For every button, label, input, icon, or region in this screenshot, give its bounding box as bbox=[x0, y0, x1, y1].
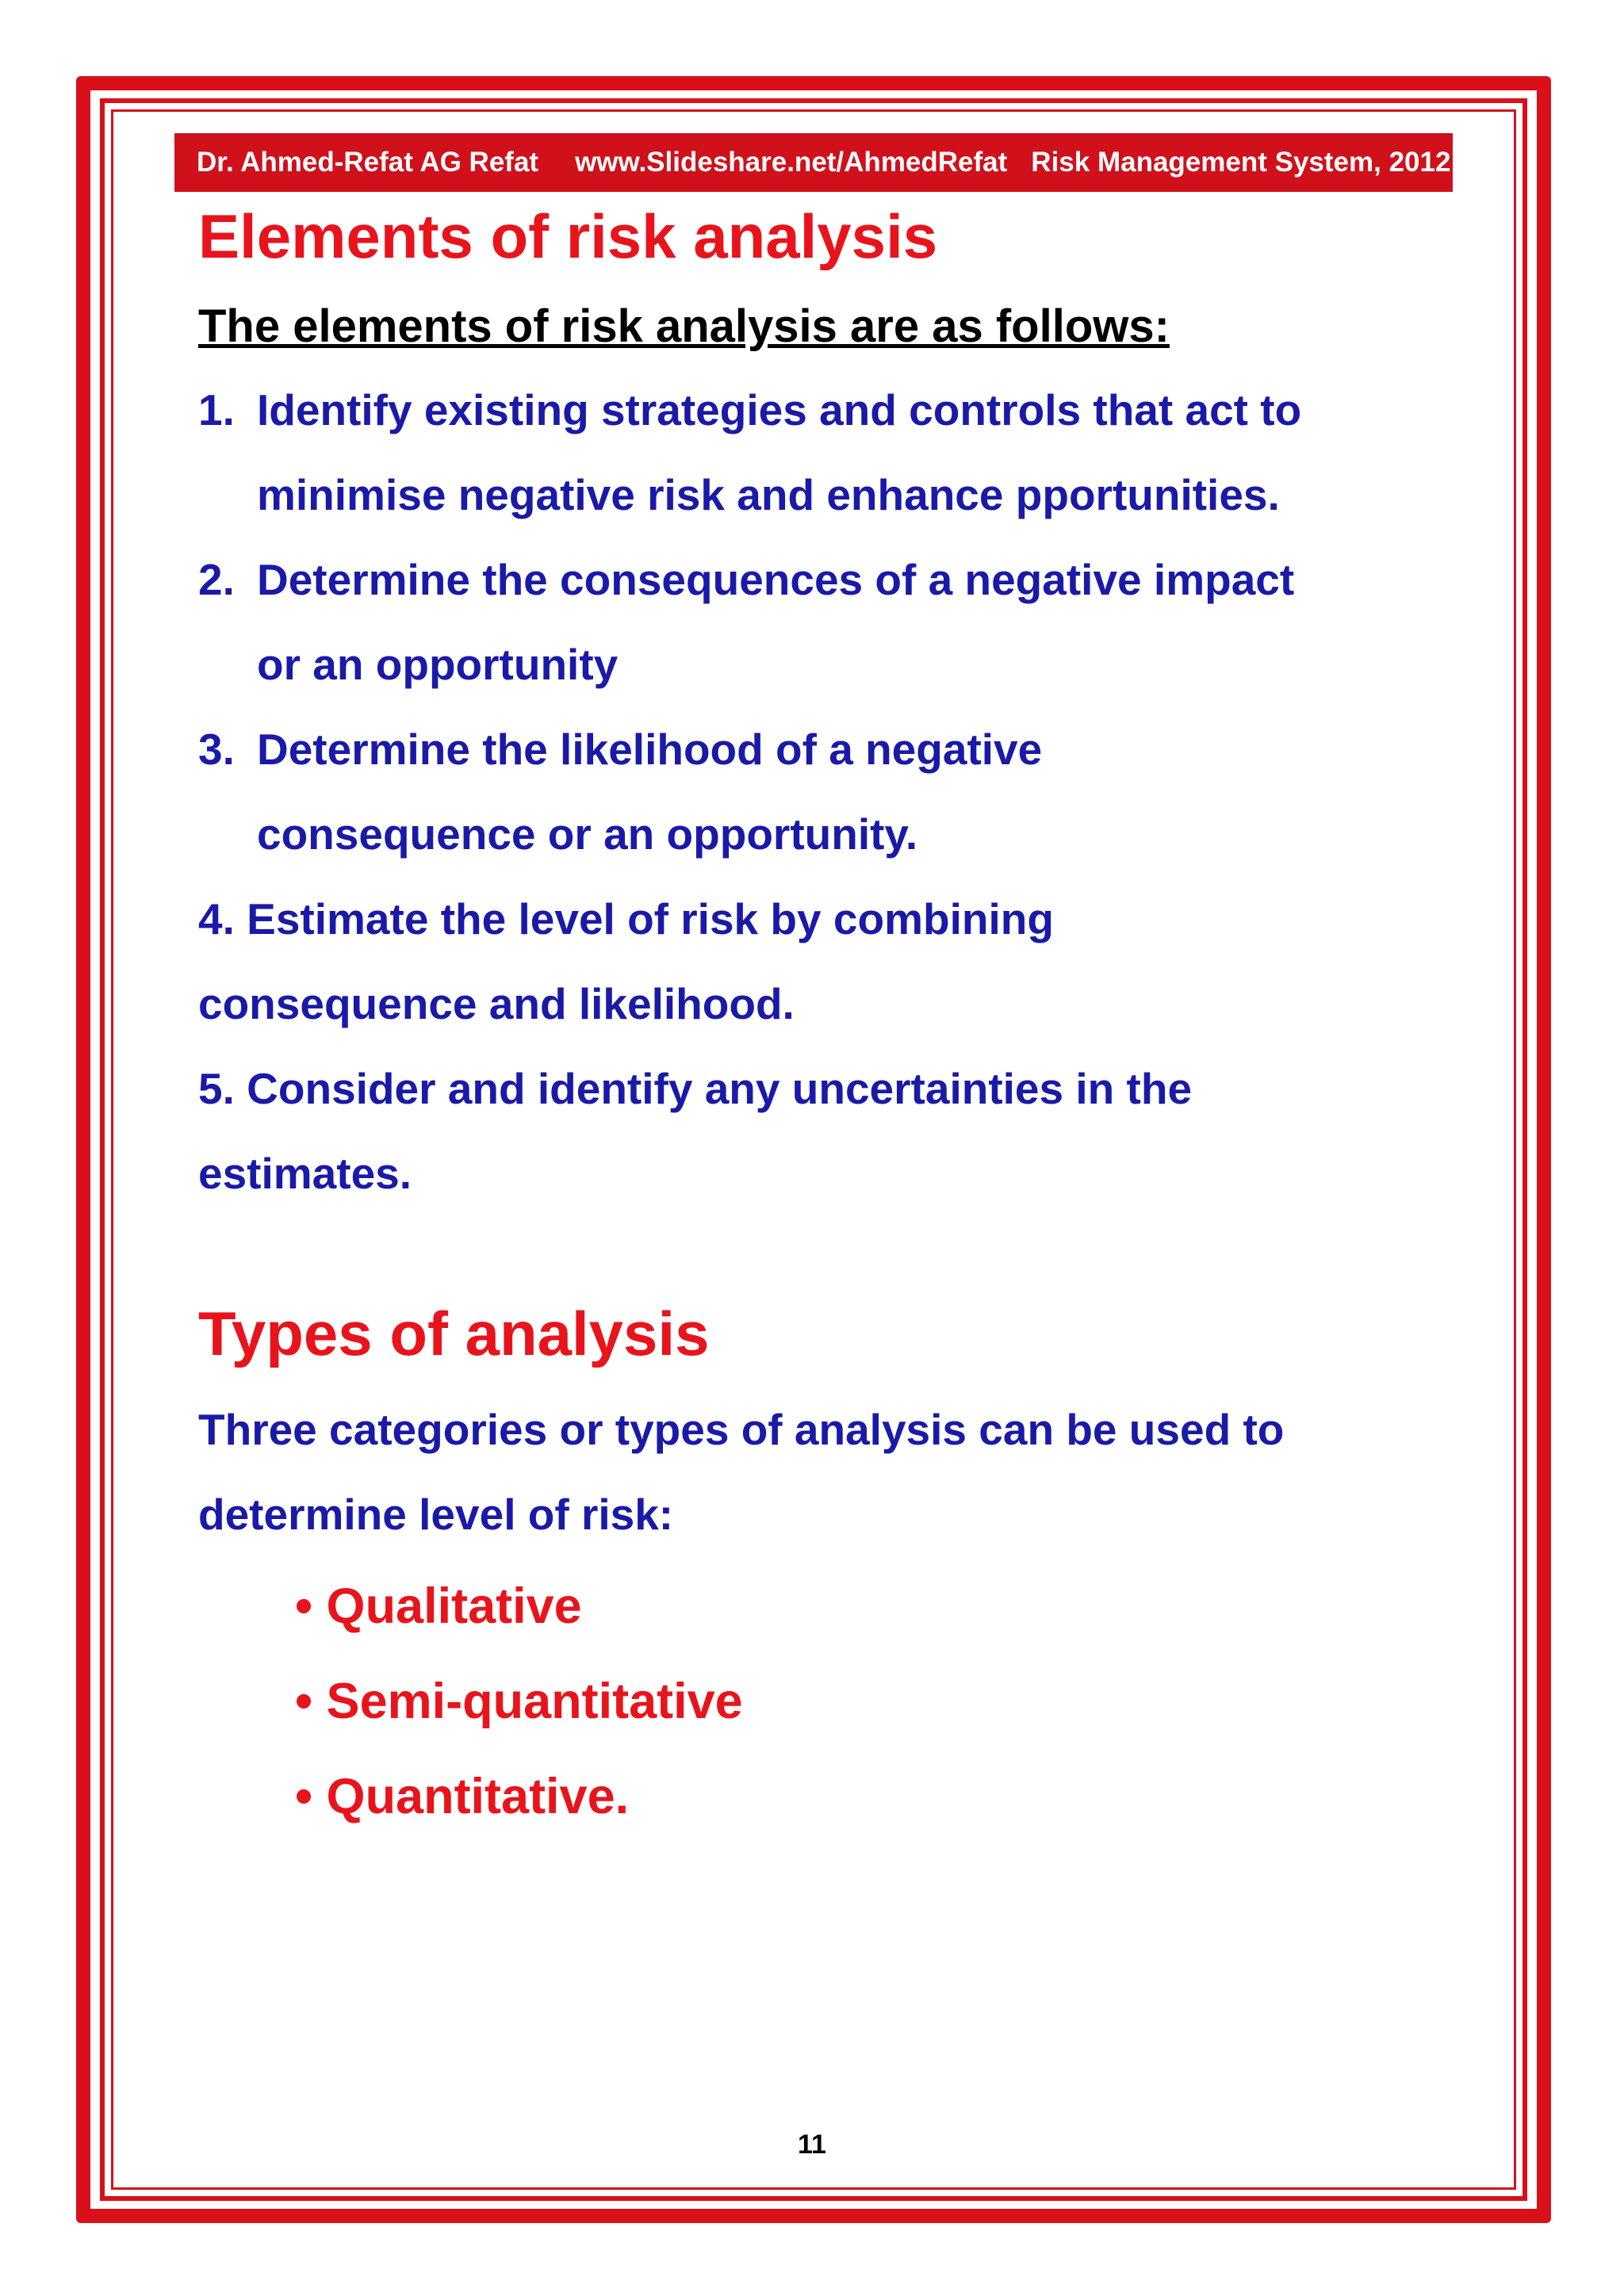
types-bullet-list bbox=[198, 1559, 1451, 1844]
elements-list bbox=[198, 368, 1451, 1216]
bullet-item-semi-quantitative: • Semi-quantitative bbox=[295, 1674, 743, 1729]
list-item bbox=[198, 538, 1451, 707]
list-item-line: estimates. bbox=[198, 1149, 412, 1198]
list-item-line: Identify existing strategies and controls that act to bbox=[257, 385, 1302, 434]
page-number: 11 bbox=[798, 2130, 826, 2160]
list-item-line: Determine the consequences of a negative impact bbox=[257, 555, 1295, 604]
section-title-types: Types of analysis bbox=[198, 1299, 710, 1368]
header-author: Dr. Ahmed-Refat AG Refat bbox=[197, 147, 539, 178]
header-website: www.Slideshare.net/AhmedRefat bbox=[575, 147, 1008, 178]
list-item bbox=[198, 877, 1451, 1047]
list-item-line: Estimate the level of risk by combining bbox=[247, 894, 1054, 943]
list-item-number: 5. bbox=[198, 1064, 235, 1113]
types-paragraph bbox=[198, 1387, 1451, 1557]
list-item-line: consequence or an opportunity. bbox=[257, 809, 918, 859]
list-item-line: minimise negative risk and enhance pportunities. bbox=[257, 470, 1280, 519]
list-item-number: 2. bbox=[198, 555, 235, 604]
header-band bbox=[174, 133, 1453, 192]
types-paragraph-line: Three categories or types of analysis can be used to bbox=[198, 1405, 1285, 1454]
section-title-elements: Elements of risk analysis bbox=[198, 201, 938, 271]
bullet-item-qualitative: • Qualitative bbox=[295, 1578, 582, 1634]
list-item-line: consequence and likelihood. bbox=[198, 979, 795, 1028]
types-paragraph-line: determine level of risk: bbox=[198, 1490, 674, 1539]
list-item bbox=[198, 1047, 1451, 1216]
list-item-number: 1. bbox=[198, 385, 235, 434]
list-item bbox=[198, 707, 1451, 877]
list-item-number: 3. bbox=[198, 725, 235, 774]
list-item-line: Determine the likelihood of a negative bbox=[257, 725, 1043, 774]
list-item bbox=[198, 368, 1451, 538]
page-content bbox=[198, 198, 1451, 1844]
bullet-item-quantitative: • Quantitative. bbox=[295, 1769, 630, 1824]
header-doc-title: Risk Management System, 2012 bbox=[1031, 147, 1451, 178]
list-item-line: or an opportunity bbox=[257, 640, 619, 689]
list-item-line: Consider and identify any uncertainties in the bbox=[247, 1064, 1193, 1113]
list-item-number: 4. bbox=[198, 894, 235, 943]
section-intro: The elements of risk analysis are as follows: bbox=[198, 300, 1170, 352]
